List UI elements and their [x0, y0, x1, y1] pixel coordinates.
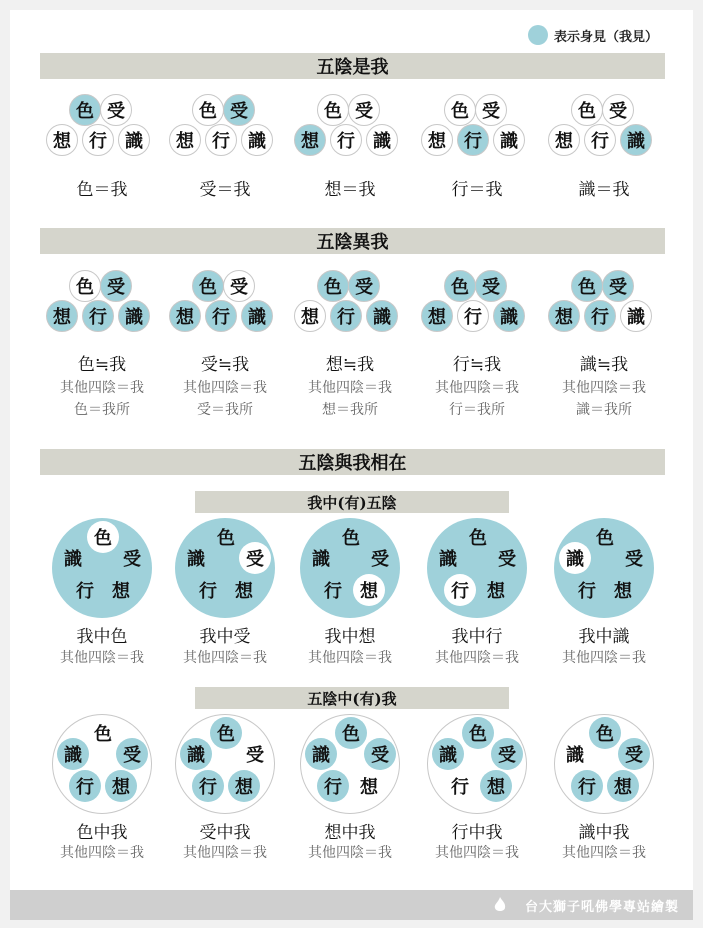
- row3-label-0: 我中色: [76, 627, 128, 647]
- row3-1-char-feeling: 受: [239, 542, 271, 574]
- row2-2-circle-perception: 想: [294, 300, 326, 332]
- row1-0-circle-perception: 想: [46, 124, 78, 156]
- row1-4-circle-perception: 想: [548, 124, 580, 156]
- row2-label-2: 想≒我: [325, 355, 375, 375]
- row4-3-char-feeling: 受: [491, 738, 523, 770]
- row1-1-circle-consciousness: 識: [241, 124, 273, 156]
- row4-4-char-perception: 想: [607, 770, 639, 802]
- row4-4-char-formation: 行: [571, 770, 603, 802]
- row4-4-char-form: 色: [589, 717, 621, 749]
- row2-label-3: 行≒我: [452, 355, 502, 375]
- row4-1-char-feeling: 受: [246, 745, 264, 766]
- row1-0-circle-consciousness: 識: [118, 124, 150, 156]
- row2-0-circle-formation: 行: [82, 300, 114, 332]
- row4-1-char-consciousness: 識: [180, 738, 212, 770]
- row2-line1-0: 其他四陰＝我: [60, 380, 144, 396]
- row1-2-circle-consciousness: 識: [366, 124, 398, 156]
- row2-3-circle-consciousness: 識: [493, 300, 525, 332]
- row4-label-3: 行中我: [451, 823, 503, 843]
- row3-4-char-consciousness: 識: [559, 542, 591, 574]
- row3-line1-3: 其他四陰＝我: [435, 650, 519, 666]
- flame-logo-icon: [493, 897, 507, 913]
- row4-line1-2: 其他四陰＝我: [308, 845, 392, 861]
- row2-1-circle-perception: 想: [169, 300, 201, 332]
- footer: [10, 890, 693, 920]
- row2-1-circle-form: 色: [192, 270, 224, 302]
- row1-1-circle-perception: 想: [169, 124, 201, 156]
- row4-label-4: 識中我: [578, 823, 630, 843]
- row3-line1-1: 其他四陰＝我: [183, 650, 267, 666]
- row2-line2-0: 色＝我所: [74, 402, 130, 418]
- row2-3-circle-perception: 想: [421, 300, 453, 332]
- row1-label-0: 色＝我: [76, 180, 128, 200]
- row4-2-char-form: 色: [335, 717, 367, 749]
- row2-2-circle-formation: 行: [330, 300, 362, 332]
- row3-0-char-form: 色: [87, 521, 119, 553]
- subsection-title-self-contains: 我中(有)五陰: [195, 491, 509, 513]
- row3-4-char-feeling: 受: [625, 549, 643, 570]
- row1-4-circle-feeling: 受: [602, 94, 634, 126]
- row3-line1-0: 其他四陰＝我: [60, 650, 144, 666]
- row4-4-char-feeling: 受: [618, 738, 650, 770]
- row4-line1-3: 其他四陰＝我: [435, 845, 519, 861]
- row2-4-circle-formation: 行: [584, 300, 616, 332]
- row2-1-circle-consciousness: 識: [241, 300, 273, 332]
- row2-3-circle-feeling: 受: [475, 270, 507, 302]
- row2-label-4: 識≒我: [579, 355, 629, 375]
- row4-0-char-feeling: 受: [116, 738, 148, 770]
- row2-0-circle-feeling: 受: [100, 270, 132, 302]
- row4-2-char-perception: 想: [360, 777, 378, 798]
- section-title-is-self: 五陰是我: [40, 53, 665, 79]
- row3-0-char-perception: 想: [112, 581, 130, 602]
- row2-label-1: 受≒我: [200, 355, 250, 375]
- row2-4-circle-feeling: 受: [602, 270, 634, 302]
- row3-2-char-feeling: 受: [371, 549, 389, 570]
- row1-2-circle-form: 色: [317, 94, 349, 126]
- legend-text: 表示身見（我見）: [554, 29, 659, 45]
- row2-4-circle-consciousness: 識: [620, 300, 652, 332]
- row4-0-char-form: 色: [94, 724, 112, 745]
- row2-line2-3: 行＝我所: [449, 402, 505, 418]
- row3-3-char-formation: 行: [444, 574, 476, 606]
- row2-2-circle-consciousness: 識: [366, 300, 398, 332]
- row2-4-circle-form: 色: [571, 270, 603, 302]
- row4-line1-0: 其他四陰＝我: [60, 845, 144, 861]
- row2-1-circle-formation: 行: [205, 300, 237, 332]
- row1-3-circle-consciousness: 識: [493, 124, 525, 156]
- row4-1-char-form: 色: [210, 717, 242, 749]
- row1-label-4: 識＝我: [578, 180, 630, 200]
- row4-3-char-consciousness: 識: [432, 738, 464, 770]
- footer-credit: 台大獅子吼佛學專站繪製: [524, 900, 679, 915]
- row4-3-char-form: 色: [462, 717, 494, 749]
- row3-label-4: 我中識: [578, 627, 630, 647]
- row2-2-circle-feeling: 受: [348, 270, 380, 302]
- row2-line1-4: 其他四陰＝我: [562, 380, 646, 396]
- row4-0-char-formation: 行: [69, 770, 101, 802]
- row4-3-char-formation: 行: [451, 777, 469, 798]
- legend-swatch: [528, 25, 548, 45]
- row4-0-char-perception: 想: [105, 770, 137, 802]
- row3-3-char-feeling: 受: [498, 549, 516, 570]
- row2-0-circle-consciousness: 識: [118, 300, 150, 332]
- row4-1-char-perception: 想: [228, 770, 260, 802]
- row2-label-0: 色≒我: [77, 355, 127, 375]
- row2-2-circle-form: 色: [317, 270, 349, 302]
- row4-line1-4: 其他四陰＝我: [562, 845, 646, 861]
- row1-label-2: 想＝我: [324, 180, 376, 200]
- section-title-different-self: 五陰異我: [40, 228, 665, 254]
- row2-3-circle-form: 色: [444, 270, 476, 302]
- row1-1-circle-form: 色: [192, 94, 224, 126]
- row1-4-circle-formation: 行: [584, 124, 616, 156]
- row2-3-circle-formation: 行: [457, 300, 489, 332]
- row1-0-circle-feeling: 受: [100, 94, 132, 126]
- row4-0-char-consciousness: 識: [57, 738, 89, 770]
- row3-label-3: 我中行: [451, 627, 503, 647]
- row3-0-char-formation: 行: [76, 581, 94, 602]
- row2-0-circle-form: 色: [69, 270, 101, 302]
- row2-line2-4: 識＝我所: [576, 402, 632, 418]
- row3-2-char-formation: 行: [324, 581, 342, 602]
- row1-1-circle-formation: 行: [205, 124, 237, 156]
- row3-2-char-form: 色: [342, 528, 360, 549]
- row3-2-char-perception: 想: [353, 574, 385, 606]
- row2-line1-2: 其他四陰＝我: [308, 380, 392, 396]
- row2-line2-2: 想＝我所: [322, 402, 378, 418]
- section-title-mutual-containment: 五陰與我相在: [40, 449, 665, 475]
- row2-line1-1: 其他四陰＝我: [183, 380, 267, 396]
- row1-3-circle-form: 色: [444, 94, 476, 126]
- row1-3-circle-perception: 想: [421, 124, 453, 156]
- row4-2-char-consciousness: 識: [305, 738, 337, 770]
- row4-2-char-feeling: 受: [364, 738, 396, 770]
- row3-4-char-formation: 行: [578, 581, 596, 602]
- row1-1-circle-feeling: 受: [223, 94, 255, 126]
- row3-1-char-consciousness: 識: [187, 549, 205, 570]
- row3-label-1: 我中受: [199, 627, 251, 647]
- row3-3-char-perception: 想: [487, 581, 505, 602]
- row3-4-char-form: 色: [596, 528, 614, 549]
- row4-2-char-formation: 行: [317, 770, 349, 802]
- row1-4-circle-form: 色: [571, 94, 603, 126]
- row3-1-char-formation: 行: [199, 581, 217, 602]
- row1-0-circle-form: 色: [69, 94, 101, 126]
- row4-label-2: 想中我: [324, 823, 376, 843]
- row2-line2-1: 受＝我所: [197, 402, 253, 418]
- row1-label-1: 受＝我: [199, 180, 251, 200]
- row4-1-char-formation: 行: [192, 770, 224, 802]
- legend: [528, 24, 658, 46]
- row1-3-circle-formation: 行: [457, 124, 489, 156]
- row3-line1-4: 其他四陰＝我: [562, 650, 646, 666]
- row2-0-circle-perception: 想: [46, 300, 78, 332]
- row3-label-2: 我中想: [324, 627, 376, 647]
- row1-0-circle-formation: 行: [82, 124, 114, 156]
- row4-line1-1: 其他四陰＝我: [183, 845, 267, 861]
- row3-0-char-feeling: 受: [123, 549, 141, 570]
- row1-label-3: 行＝我: [451, 180, 503, 200]
- row3-2-char-consciousness: 識: [312, 549, 330, 570]
- subsection-title-contains-self: 五陰中(有)我: [195, 687, 509, 709]
- row3-4-char-perception: 想: [614, 581, 632, 602]
- row2-line1-3: 其他四陰＝我: [435, 380, 519, 396]
- row1-3-circle-feeling: 受: [475, 94, 507, 126]
- row4-4-char-consciousness: 識: [566, 745, 584, 766]
- row3-0-char-consciousness: 識: [64, 549, 82, 570]
- row1-2-circle-feeling: 受: [348, 94, 380, 126]
- row1-4-circle-consciousness: 識: [620, 124, 652, 156]
- row3-1-char-form: 色: [217, 528, 235, 549]
- row4-3-char-perception: 想: [480, 770, 512, 802]
- row3-1-char-perception: 想: [235, 581, 253, 602]
- row1-2-circle-formation: 行: [330, 124, 362, 156]
- row2-1-circle-feeling: 受: [223, 270, 255, 302]
- row2-4-circle-perception: 想: [548, 300, 580, 332]
- row4-label-0: 色中我: [76, 823, 128, 843]
- row4-label-1: 受中我: [199, 823, 251, 843]
- row3-3-char-form: 色: [469, 528, 487, 549]
- row3-line1-2: 其他四陰＝我: [308, 650, 392, 666]
- row1-2-circle-perception: 想: [294, 124, 326, 156]
- row3-3-char-consciousness: 識: [439, 549, 457, 570]
